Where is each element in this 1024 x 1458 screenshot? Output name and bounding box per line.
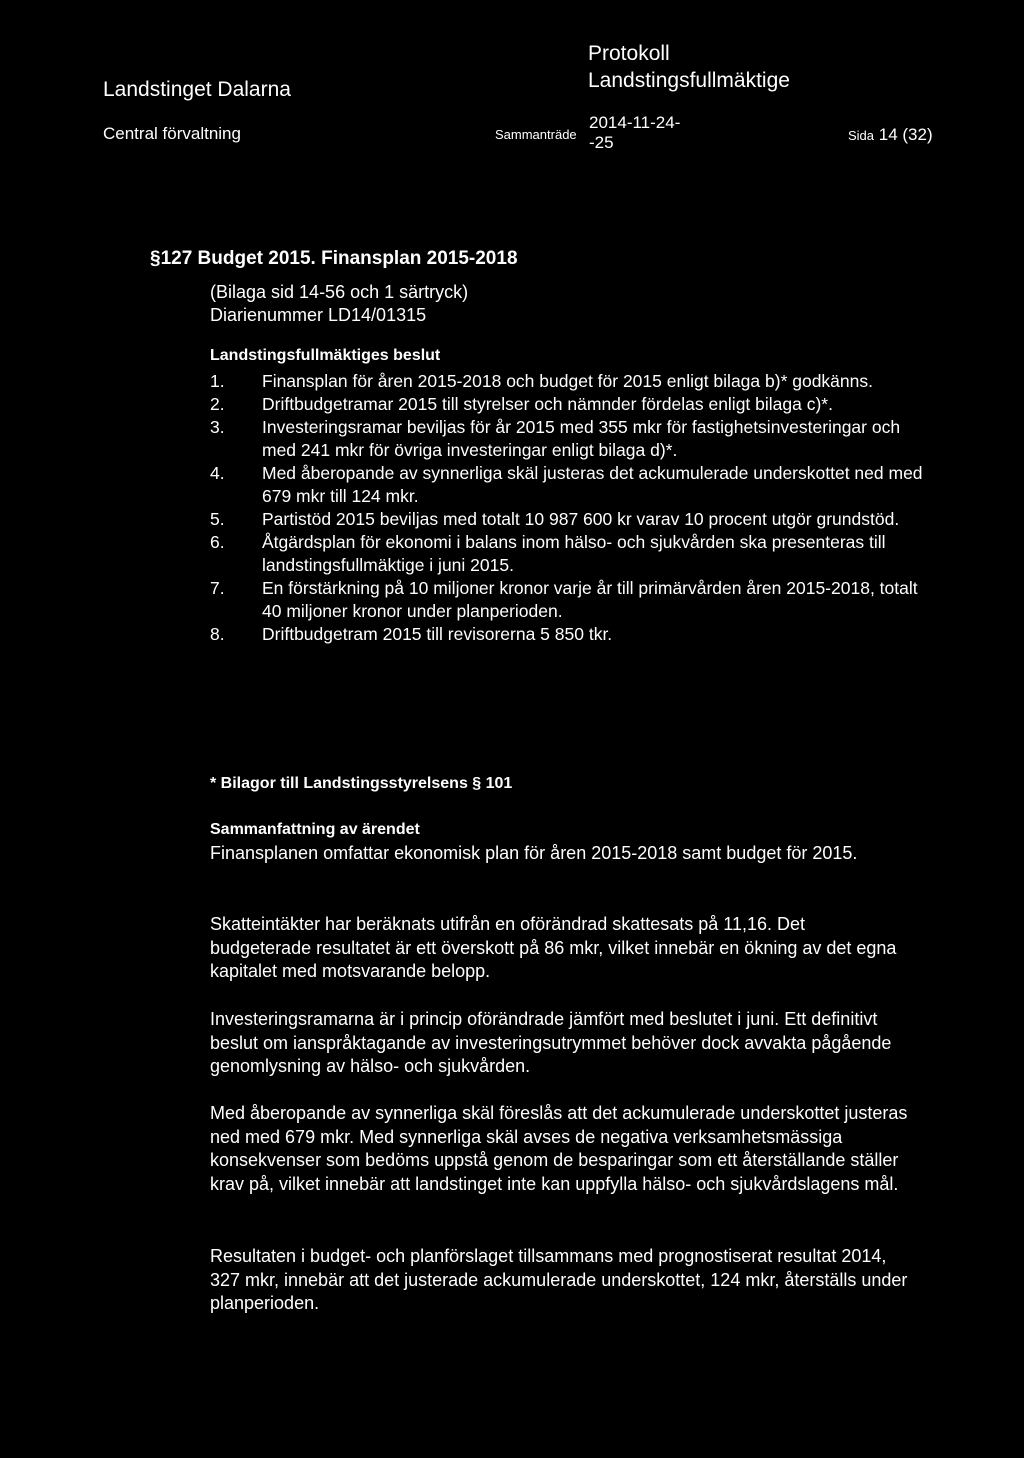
decision-item-number: 6. — [210, 532, 225, 552]
decision-item-number: 5. — [210, 509, 225, 529]
decision-item-number: 8. — [210, 624, 225, 644]
decision-item — [210, 416, 930, 462]
decision-item — [210, 370, 930, 393]
department-name: Central förvaltning — [103, 124, 241, 143]
decision-item-number: 1. — [210, 371, 225, 391]
decision-item-number: 2. — [210, 394, 225, 414]
organization-name: Landstinget Dalarna — [103, 78, 291, 101]
decision-list — [210, 370, 930, 646]
page-number — [848, 125, 933, 145]
decision-item-text: Med åberopande av synnerliga skäl justeras det ackumulerade underskottet ned med 679 mkr till 124 mkr. — [262, 463, 923, 506]
decision-item-number: 4. — [210, 463, 225, 483]
decision-item — [210, 462, 930, 508]
meeting-date — [589, 113, 680, 153]
document-type-block — [588, 40, 790, 94]
summary-paragraph: Finansplanen omfattar ekonomisk plan för åren 2015-2018 samt budget för 2015. — [210, 843, 858, 863]
decision-item-text: Åtgärdsplan för ekonomi i balans inom hälso- och sjukvården ska presenteras till landstingsfullmäktige i juni 2015. — [262, 532, 886, 575]
decision-item — [210, 577, 930, 623]
decision-item — [210, 508, 930, 531]
meeting-label: Sammanträde — [495, 127, 577, 142]
summary-paragraph: Investeringsramarna är i princip oförändrade jämfört med beslutet i juni. Ett definitivt beslut om ianspråktagande av investeringsutrymmet behöver dock avvakta pågående genomlysning av hälso- och sjukvården. — [210, 1009, 892, 1076]
page-value: 14 (32) — [878, 125, 933, 144]
attachments-footnote: * Bilagor till Landstingsstyrelsens § 101 — [210, 775, 513, 792]
section-title: §127 Budget 2015. Finansplan 2015-2018 — [150, 248, 518, 269]
meeting-date-line2: -25 — [589, 133, 614, 152]
decision-body: Landstingsfullmäktige — [588, 69, 790, 92]
summary-paragraph: Resultaten i budget- och planförslaget tillsammans med prognostiserat resultat 2014, 327 mkr, innebär att det justerade ackumulerade underskottet, 124 mkr, återställs under planperioden. — [210, 1246, 908, 1313]
decision-item-number: 7. — [210, 578, 225, 598]
decision-item-number: 3. — [210, 417, 225, 437]
decision-item-text: Finansplan för åren 2015-2018 och budget för 2015 enligt bilaga b)* godkänns. — [262, 371, 873, 391]
decision-item-text: En förstärkning på 10 miljoner kronor varje år till primärvården åren 2015-2018, totalt 40 miljoner kronor under planperioden. — [262, 578, 918, 621]
page-label: Sida — [848, 128, 875, 143]
decision-heading: Landstingsfullmäktiges beslut — [210, 347, 441, 364]
decision-item — [210, 623, 930, 646]
summary-paragraph: Skatteintäkter har beräknats utifrån en oförändrad skattesats på 11,16. Det budgeterade resultatet är ett överskott på 86 mkr, vilket innebär en ökning av det egna kapitalet med motsvarande belopp. — [210, 914, 897, 981]
decision-item — [210, 531, 930, 577]
meeting-date-line1: 2014-11-24- — [589, 113, 681, 132]
decision-item — [210, 393, 930, 416]
summary-paragraph: Med åberopande av synnerliga skäl föreslås att det ackumulerade underskottet justeras ned med 679 mkr. Med synnerliga skäl avses de negativa verksamhetsmässiga konsekvenser som bedöms uppstå genom de besparingar som ett återställande ställer krav på, vilket innebär att landstinget inte kan uppfylla hälso- och sjukvårdslagens mål. — [210, 1103, 908, 1194]
decision-item-text: Driftbudgetramar 2015 till styrelser och nämnder fördelas enligt bilaga c)*. — [262, 394, 833, 414]
document-type: Protokoll — [588, 42, 670, 65]
decision-item-text: Driftbudgetram 2015 till revisorerna 5 850 tkr. — [262, 624, 613, 644]
decision-item-text: Investeringsramar beviljas för år 2015 med 355 mkr för fastighetsinvesteringar och med 241 mkr för övriga investeringar enligt bilaga d)*. — [262, 417, 901, 460]
attachments-note: (Bilaga sid 14-56 och 1 särtryck) — [210, 282, 469, 302]
decision-item-text: Partistöd 2015 beviljas med totalt 10 987 600 kr varav 10 procent utgör grundstöd. — [262, 509, 900, 529]
summary-heading: Sammanfattning av ärendet — [210, 821, 420, 838]
registry-number: Diarienummer LD14/01315 — [210, 305, 427, 325]
